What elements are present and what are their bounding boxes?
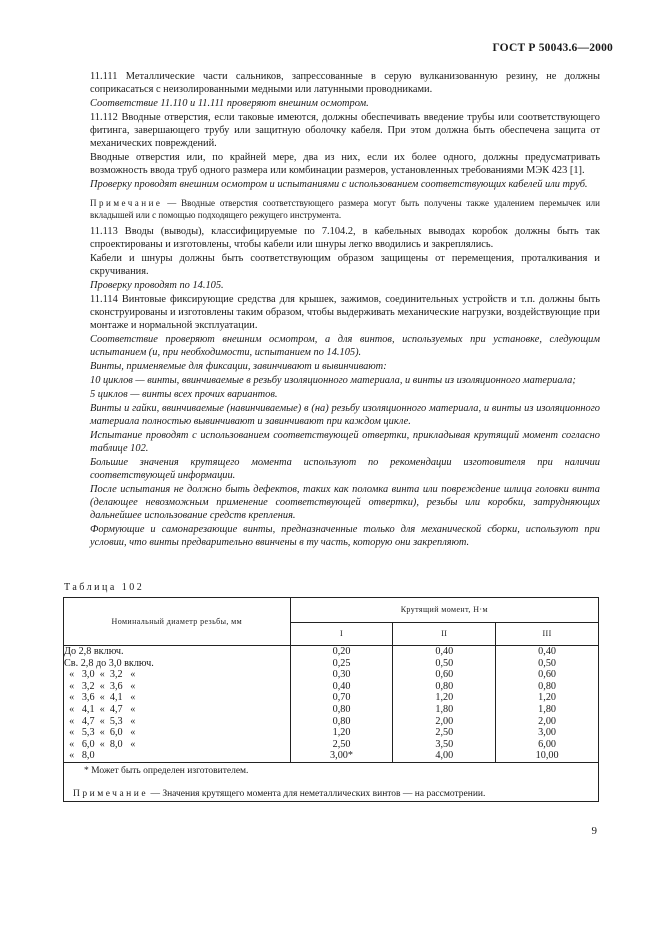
- note-label: Примечание: [90, 198, 163, 209]
- paragraph: Испытание проводят с использованием соответствующей отвертки, прикладывая крутящий момент согласно таблице 102.: [90, 429, 600, 454]
- note-paragraph: [90, 197, 600, 221]
- paragraph: 11.114 Винтовые фиксирующие средства для крышек, зажимов, соединительных устройств и т.п. должны быть сконструированы и изготовлены таким образом, чтобы выдерживать механические нагрузки, воздействующие при монтаже и нормальной эксплуатации.: [90, 294, 600, 332]
- paragraph: 5 циклов — винты всех прочих вариантов.: [90, 388, 278, 400]
- paragraph-group-1: [90, 70, 600, 191]
- paragraph: Соответствие проверяют внешним осмотром, а для винтов, используемых при установке, следующим испытанием (и, при необходимости, испытанием по 14.105).: [90, 334, 600, 359]
- diameter-column-header: Номинальный диаметр резьбы, мм: [64, 598, 291, 646]
- torque-subheader-3: III: [496, 623, 599, 646]
- paragraph: 11.113 Вводы (выводы), классифицируемые по 7.104.2, в кабельных выводах коробок должны быть так спроектированы и изготовлены, чтобы кабели или шнуры легко вводились и закреплялись.: [90, 226, 600, 251]
- diameter-cell: « 3,6 « 4,1 «: [64, 692, 136, 704]
- torque-cell: 1,20: [435, 692, 454, 704]
- page-number: 9: [591, 825, 597, 837]
- paragraph: Вводные отверстия или, по крайней мере, два из них, если их более одного, должны предусматривать возможность ввода труб одного размера или комбинации размеров, установленных требованиями МЭК 423 [1].: [90, 152, 600, 177]
- torque-cell: 0,80: [435, 680, 454, 692]
- torque-cell: 0,40: [435, 646, 454, 657]
- torque-cell: 3,00*: [330, 750, 353, 762]
- paragraph: Проверку проводят внешним осмотром и испытаниями с использованием соответствующих кабелей или труб.: [90, 179, 588, 190]
- diameter-values: [64, 646, 290, 762]
- paragraph: Винты, применяемые для фиксации, завинчивают и вывинчивают:: [90, 361, 387, 373]
- paragraph-group-2: [90, 225, 600, 549]
- torque-cell: 0,50: [435, 657, 454, 669]
- table-note: Примечание — Значения крутящего момента для неметаллических винтов — на рассмотрении.: [73, 789, 486, 800]
- torque-cell: 10,00: [535, 750, 559, 762]
- torque-cell: 1,80: [538, 703, 556, 715]
- torque-cell: 0,40: [538, 646, 556, 657]
- diameter-cell: « 4,7 « 5,3 «: [64, 715, 136, 727]
- paragraph: Соответствие 11.110 и 11.111 проверяют внешним осмотром.: [90, 98, 369, 109]
- paragraph: Кабели и шнуры должны быть соответствующим образом защищены от перемещения, проталкивания и скручивания.: [90, 253, 600, 278]
- torque-cell: 6,00: [538, 738, 556, 750]
- torque-cell: 0,80: [332, 703, 351, 715]
- torque-subheader-2: II: [393, 623, 496, 646]
- torque-cell: 2,50: [435, 727, 454, 739]
- torque-cell: 1,20: [332, 727, 351, 739]
- torque-values-2: [393, 646, 495, 762]
- torque-cell: 0,20: [332, 646, 351, 657]
- document-code-header: ГОСТ Р 50043.6—2000: [492, 42, 613, 54]
- torque-cell: 0,50: [538, 657, 556, 669]
- torque-subheader-1: I: [290, 623, 393, 646]
- torque-group-header: Крутящий момент, Н·м: [290, 598, 598, 623]
- table-footnote: * Может быть определен изготовителем.: [84, 765, 249, 776]
- torque-values-3: [496, 646, 598, 762]
- paragraph: После испытания не должно быть дефектов, таких как поломка винта или повреждение шлица головки винта (делающее невозможным применение соответствующей отвертки), резьбы или коробки, затрудняющих дальнейшее использование средств крепления.: [90, 483, 600, 521]
- paragraph: Винты и гайки, ввинчиваемые (навинчиваемые) в (на) резьбу изоляционного материала, и винты из изоляционного материала полностью вывинчивают и завинчивают при каждом цикле.: [90, 402, 600, 427]
- torque-cell: 0,30: [332, 669, 351, 681]
- paragraph: Формующие и самонарезающие винты, предназначенные только для механической сборки, используют при условии, что винты предварительно ввинчены в ту часть, которую они закрепляют.: [90, 523, 600, 548]
- torque-cell: 3,50: [435, 738, 454, 750]
- diameter-cell: « 3,0 « 3,2 «: [64, 669, 136, 681]
- torque-cell: 2,50: [332, 738, 351, 750]
- paragraph: 10 циклов — винты, ввинчиваемые в резьбу изоляционного материала, и винты из изоляционного материала;: [90, 375, 576, 386]
- torque-cell: 0,40: [332, 680, 351, 692]
- torque-cell: 1,80: [435, 703, 454, 715]
- note-text: — Вводные отверстия соответствующего размера могут быть получены также удалением перемычек или вкладышей или с помощью подходящего режущего инструмента.: [90, 198, 600, 221]
- diameter-cell: « 3,2 « 3,6 «: [64, 680, 136, 692]
- paragraph: 11.112 Вводные отверстия, если таковые имеются, должны обеспечивать введение трубы или соответствующего фитинга, завершающего трубу или защитную оболочку кабеля. При этом должна быть обеспечена защита от механических повреждений.: [90, 111, 600, 150]
- torque-cell: 0,80: [538, 680, 556, 692]
- paragraph: 11.111 Металлические части сальников, запрессованные в серую вулканизованную резину, не должны соприкасаться с неизолированными медными или латунными проводниками.: [90, 71, 600, 96]
- torque-cell: 0,80: [332, 715, 351, 727]
- paragraph: Большие значения крутящего момента используют по рекомендации изготовителя при наличии соответствующей информации.: [90, 456, 600, 481]
- torque-cell: 3,00: [538, 727, 556, 739]
- diameter-cell: Св. 2,8 до 3,0 включ.: [64, 657, 154, 669]
- diameter-cell: « 6,0 « 8,0 «: [64, 738, 136, 750]
- table-footer: [64, 762, 599, 801]
- torque-cell: 0,70: [332, 692, 351, 704]
- torque-cell: 0,60: [538, 669, 556, 681]
- torque-cell: 2,00: [538, 715, 556, 727]
- torque-cell: 1,20: [538, 692, 556, 704]
- diameter-cell: « 4,1 « 4,7 «: [64, 703, 136, 715]
- diameter-cell: « 8,0: [64, 750, 95, 762]
- diameter-cell: До 2,8 включ.: [64, 646, 124, 657]
- torque-cell: 0,60: [435, 669, 454, 681]
- torque-cell: 2,00: [435, 715, 454, 727]
- paragraph: Проверку проводят по 14.105.: [90, 280, 224, 292]
- torque-cell: 4,00: [435, 750, 454, 762]
- torque-values-1: [291, 646, 393, 762]
- diameter-cell: « 5,3 « 6,0 «: [64, 727, 136, 739]
- torque-table: [63, 597, 599, 802]
- table-caption: Таблица 102: [64, 582, 145, 593]
- document-body: [90, 70, 600, 550]
- torque-cell: 0,25: [332, 657, 351, 669]
